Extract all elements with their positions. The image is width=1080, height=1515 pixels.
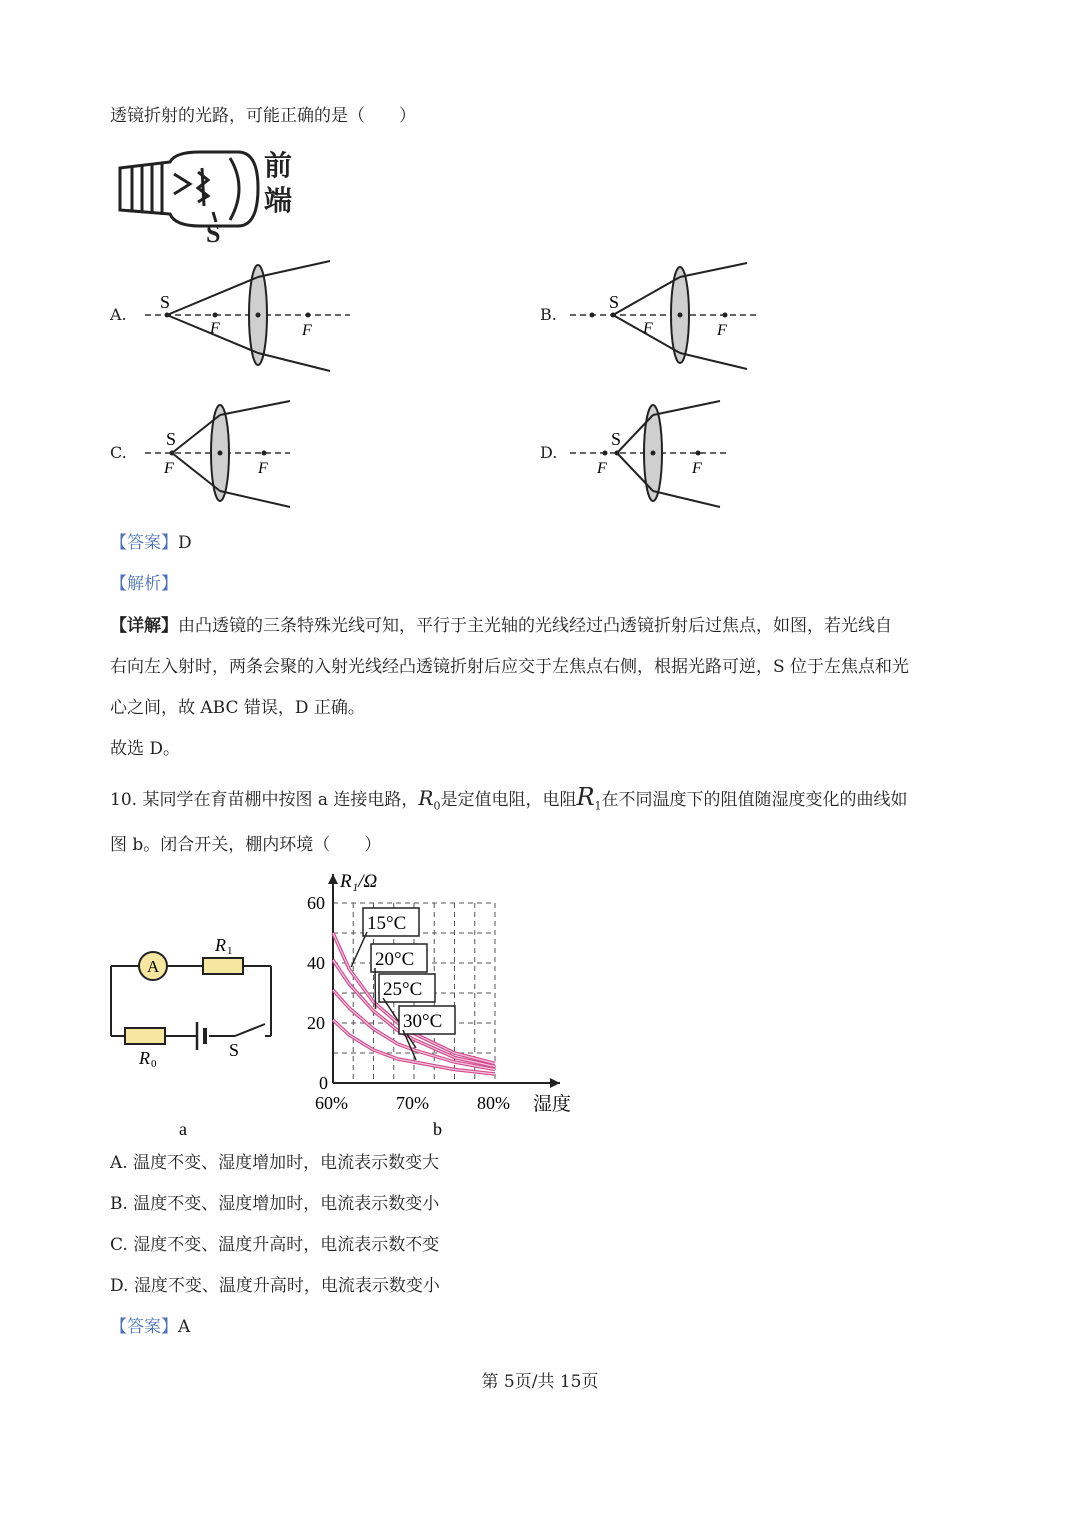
q9-analysis-tag	[110, 572, 178, 596]
q9-option-d-diagram	[565, 393, 735, 518]
chart-x-label: 湿度	[533, 1094, 572, 1115]
page-footer: 第 5页/共 15页	[481, 1372, 599, 1392]
y-tick-label: 0	[319, 1073, 328, 1093]
q10-r0-sub: 0	[433, 799, 441, 813]
q9-conclusion: 故选 D。	[110, 739, 181, 759]
q9-option-b-diagram	[565, 255, 765, 380]
chart-y-label: R₁/Ω	[340, 871, 378, 892]
y-tick-label: 40	[307, 953, 325, 973]
q9-b-f1-label: F	[643, 320, 653, 337]
y-axis-arrow	[328, 874, 338, 884]
q9-b-f2-label: F	[717, 322, 727, 339]
q10-stem-part-3: 在不同温度下的阻值随湿度变化的曲线如	[601, 790, 908, 810]
q10-stem-part-2: 是定值电阻，电阻	[440, 790, 577, 810]
circuit-diagram	[105, 930, 285, 1140]
series-label: 20°C	[375, 949, 415, 970]
circuit-r1-sub: 1	[227, 945, 233, 957]
x-tick-label: 70%	[396, 1093, 429, 1113]
q10-option-a: A. 温度不变、湿度增加时，电流表示数变大	[110, 1153, 440, 1173]
q9-a-f1-label: F	[210, 320, 220, 337]
series-label: 30°C	[403, 1011, 443, 1032]
analysis-tag: 【解析】	[110, 574, 178, 594]
q10-stem-part-1: 10. 某同学在育苗棚中按图 a 连接电路，	[110, 790, 419, 810]
x-axis-arrow	[550, 1078, 560, 1088]
q9-option-d-label: D.	[540, 443, 558, 462]
answer-value: D	[178, 533, 192, 553]
q10-stem-line-2: 图 b。闭合开关，棚内环境（ ）	[110, 835, 382, 855]
x-tick-label: 80%	[477, 1093, 510, 1113]
q9-option-b-label: B.	[540, 305, 557, 324]
q10-option-c: C. 湿度不变、温度升高时，电流表示数不变	[110, 1235, 440, 1255]
circuit-r0-label: R	[139, 1048, 150, 1068]
q9-d-f2-label: F	[692, 460, 702, 477]
q9-answer	[110, 531, 192, 555]
q9-stem: 透镜折射的光路，可能正确的是（ ）	[110, 106, 416, 126]
q9-b-s-label: S	[609, 292, 620, 312]
r1-humidity-chart	[295, 862, 595, 1147]
q9-option-a-label: A.	[110, 305, 127, 324]
q9-detail-line-1	[110, 614, 892, 638]
switch-label: S	[229, 1040, 240, 1060]
q10-r1-symbol: R	[576, 783, 595, 811]
x-tick-label: 60%	[315, 1093, 348, 1113]
bulb-s-label: S	[206, 219, 221, 248]
q9-detail-line-2: 右向左入射时，两条会聚的入射光线经凸透镜折射后应交于左焦点右侧，根据光路可逆，S 位于左焦点和光	[110, 657, 910, 677]
circuit-r0-sub: 0	[151, 1058, 157, 1070]
bulb-front-label-1: 前	[264, 151, 293, 182]
q10-answer	[110, 1315, 190, 1339]
q9-c-f2-label: F	[258, 460, 268, 477]
q9-c-s-label: S	[166, 429, 177, 449]
q9-a-f2-label: F	[302, 322, 312, 339]
q9-option-c-diagram	[140, 393, 310, 518]
bulb-figure	[110, 140, 310, 250]
q9-option-a-diagram	[140, 255, 360, 380]
chart-caption: b	[433, 1119, 442, 1139]
q10-r0-symbol: R	[418, 786, 434, 810]
detail-text-1: 由凸透镜的三条特殊光线可知，平行于主光轴的光线经过凸透镜折射后过焦点，如图，若光线自	[178, 616, 892, 636]
q9-c-f1-label: F	[164, 460, 174, 477]
series-label-pointer	[375, 968, 376, 1009]
q10-r1-sub: 1	[594, 799, 602, 813]
q9-d-s-label: S	[611, 429, 622, 449]
y-tick-label: 20	[307, 1013, 325, 1033]
series-label: 25°C	[383, 979, 423, 1000]
q10-option-d: D. 湿度不变、温度升高时，电流表示数变小	[110, 1276, 440, 1296]
y-tick-label: 60	[307, 893, 325, 913]
q10-answer-tag: 【答案】	[110, 1317, 178, 1337]
chart-axes	[328, 874, 560, 1088]
q10-stem-line-1	[110, 785, 908, 818]
detail-tag: 【详解】	[110, 616, 178, 636]
answer-tag: 【答案】	[110, 533, 178, 553]
q9-detail-line-3: 心之间，故 ABC 错误，D 正确。	[110, 698, 365, 718]
q9-d-f1-label: F	[597, 460, 607, 477]
bulb-front-label-2: 端	[264, 186, 293, 217]
chart-series-labels	[351, 908, 455, 1060]
q9-a-s-label: S	[160, 292, 171, 312]
circuit-caption: a	[179, 1119, 187, 1139]
q10-option-b: B. 温度不变、湿度增加时，电流表示数变小	[110, 1194, 440, 1214]
q10-answer-value: A	[178, 1317, 191, 1337]
q9-option-c-label: C.	[110, 443, 127, 462]
ammeter-label: A	[147, 957, 160, 976]
circuit-r1-label: R	[215, 935, 226, 955]
series-label: 15°C	[367, 913, 407, 934]
